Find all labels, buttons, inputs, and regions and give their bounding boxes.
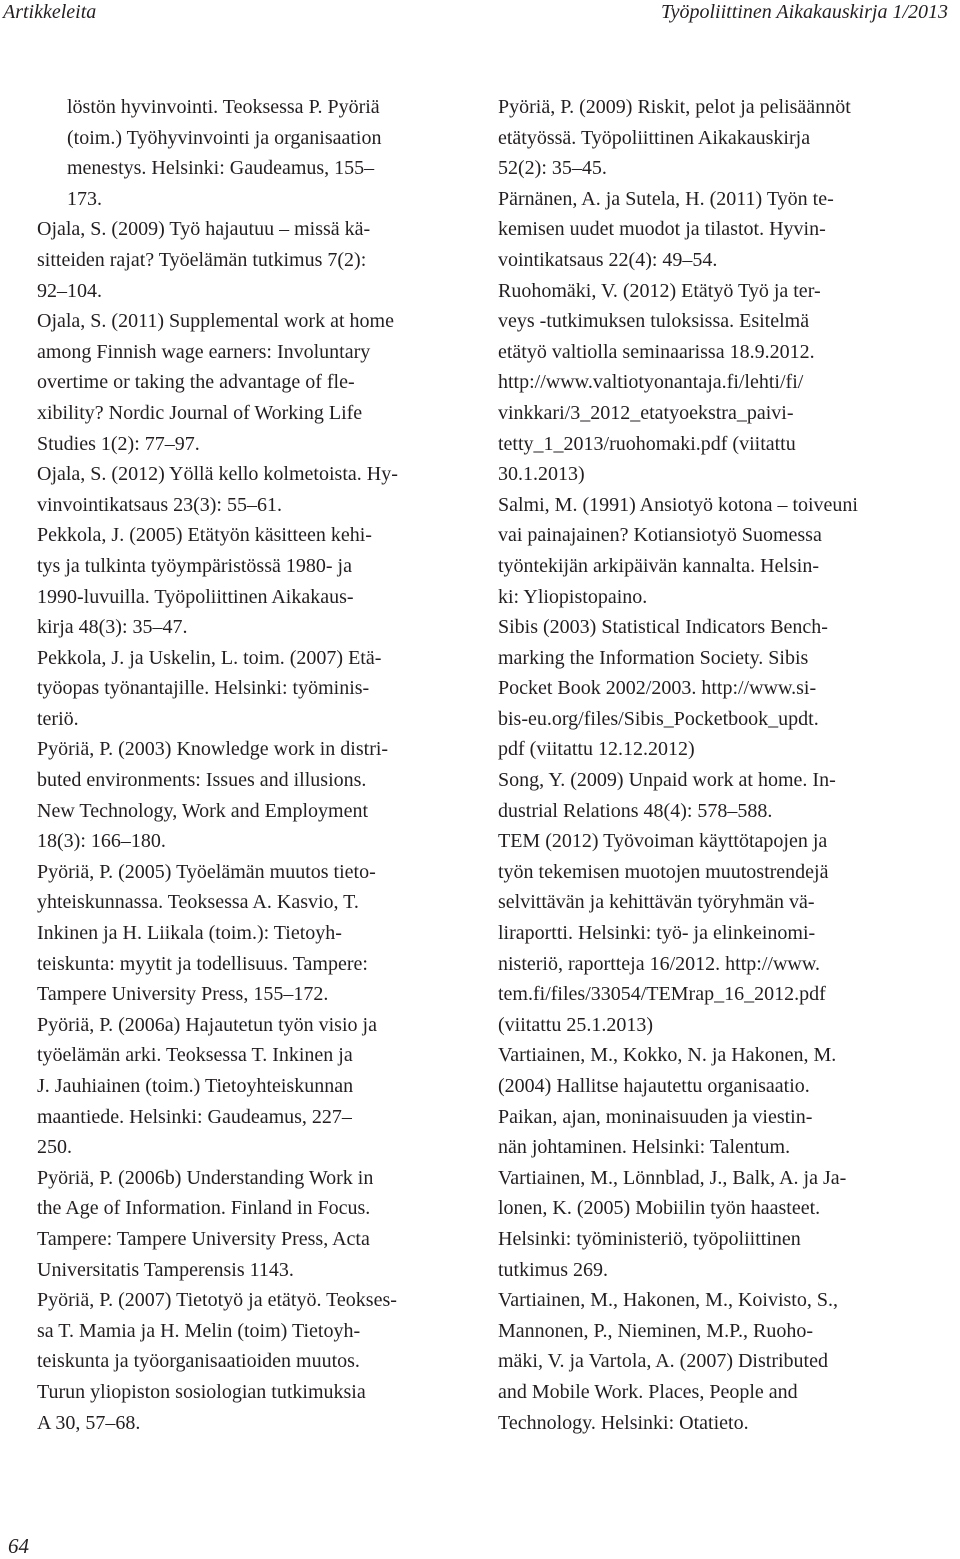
reference-line: Ojala, S. (2011) Supplemental work at home bbox=[37, 310, 394, 333]
reference-line: nän johtaminen. Helsinki: Talentum. bbox=[498, 1136, 791, 1159]
reference-entry bbox=[37, 306, 465, 459]
reference-line: Inkinen ja H. Liikala (toim.): Tietoyh- bbox=[37, 922, 342, 945]
reference-line: Pekkola, J. ja Uskelin, L. toim. (2007) Etä- bbox=[37, 646, 382, 669]
reference-line: vinvointikatsaus 23(3): 55–61. bbox=[37, 493, 282, 516]
reference-entry bbox=[37, 643, 465, 735]
reference-line: teriö. bbox=[37, 707, 79, 730]
reference-line: Pyöriä, P. (2009) Riskit, pelot ja pelisäännöt bbox=[498, 96, 851, 118]
reference-line: Pyöriä, P. (2007) Tietotyö ja etätyö. Teokses- bbox=[37, 1289, 397, 1312]
reference-line: Pekkola, J. (2005) Etätyön käsitteen kehi- bbox=[37, 524, 372, 547]
reference-line: selvittävän ja kehittävän työryhmän vä- bbox=[498, 891, 815, 914]
reference-line: Tampere University Press, 155–172. bbox=[37, 983, 329, 1006]
reference-line: työelämän arki. Teoksessa T. Inkinen ja bbox=[37, 1044, 353, 1067]
reference-line: 173. bbox=[67, 187, 102, 210]
reference-line: Turun yliopiston sosiologian tutkimuksia bbox=[37, 1380, 366, 1403]
reference-entry bbox=[498, 826, 958, 1040]
reference-entry bbox=[498, 612, 958, 765]
section-label: Artikkeleita bbox=[3, 1, 97, 23]
reference-entry bbox=[37, 1010, 465, 1163]
reference-line: Ojala, S. (2009) Työ hajautuu – missä kä- bbox=[37, 218, 371, 241]
reference-line: xibility? Nordic Journal of Working Life bbox=[37, 401, 363, 424]
reference-line: Vartiainen, M., Kokko, N. ja Hakonen, M. bbox=[498, 1044, 837, 1067]
reference-line: yhteiskunnassa. Teoksessa A. Kasvio, T. bbox=[37, 891, 359, 914]
reference-line: Ojala, S. (2012) Yöllä kello kolmetoista. Hy- bbox=[37, 463, 398, 486]
reference-line: nisteriö, raportteja 16/2012. http://www. bbox=[498, 952, 820, 975]
reference-line: Pocket Book 2002/2003. http://www.si- bbox=[498, 677, 817, 700]
reference-line: Pärnänen, A. ja Sutela, H. (2011) Työn te- bbox=[498, 187, 834, 210]
reference-line: mäki, V. ja Vartola, A. (2007) Distributed bbox=[498, 1350, 828, 1373]
reference-entry bbox=[37, 1163, 465, 1285]
reference-column-left bbox=[37, 92, 465, 1438]
reference-line: buted environments: Issues and illusions. bbox=[37, 769, 367, 792]
reference-entry bbox=[498, 184, 958, 276]
reference-line: Vartiainen, M., Lönnblad, J., Balk, A. ja Ja- bbox=[498, 1166, 847, 1189]
reference-entry bbox=[498, 765, 958, 826]
reference-line: veys -tutkimuksen tuloksissa. Esitelmä bbox=[498, 310, 810, 333]
reference-line: among Finnish wage earners: Involuntary bbox=[37, 340, 371, 363]
reference-entry bbox=[498, 1285, 958, 1438]
reference-line: Technology. Helsinki: Otatieto. bbox=[498, 1411, 749, 1434]
reference-line: Pyöriä, P. (2006b) Understanding Work in bbox=[37, 1166, 374, 1189]
reference-line: New Technology, Work and Employment bbox=[37, 799, 369, 822]
reference-line: bis-eu.org/files/Sibis_Pocketbook_updt. bbox=[498, 707, 819, 730]
reference-line: teiskunta: myytit ja todellisuus. Tampere: bbox=[37, 952, 368, 975]
reference-line: sitteiden rajat? Työelämän tutkimus 7(2): bbox=[37, 248, 367, 271]
reference-continuation bbox=[37, 92, 465, 214]
reference-line: tys ja tulkinta työympäristössä 1980- ja bbox=[37, 554, 352, 577]
reference-line: lonen, K. (2005) Mobiilin työn haasteet. bbox=[498, 1197, 821, 1220]
reference-entry bbox=[498, 276, 958, 490]
reference-entry bbox=[37, 1285, 465, 1438]
reference-entry bbox=[37, 520, 465, 642]
reference-line: tem.fi/files/33054/TEMrap_16_2012.pdf bbox=[498, 983, 826, 1006]
reference-line: vai painajainen? Kotiansiotyö Suomessa bbox=[498, 524, 822, 547]
reference-line: http://www.valtiotyonantaja.fi/lehti/fi/ bbox=[498, 371, 804, 394]
reference-line: työntekijän arkipäivän kannalta. Helsin- bbox=[498, 554, 820, 577]
reference-line: 30.1.2013) bbox=[498, 463, 585, 486]
reference-entry bbox=[498, 92, 958, 184]
reference-line: kirja 48(3): 35–47. bbox=[37, 616, 188, 639]
reference-line: työn tekemisen muotojen muutostrendejä bbox=[498, 860, 829, 883]
reference-line: overtime or taking the advantage of fle- bbox=[37, 371, 355, 394]
reference-line: pdf (viitattu 12.12.2012) bbox=[498, 738, 695, 761]
reference-entry bbox=[37, 857, 465, 1010]
reference-line: 250. bbox=[37, 1136, 72, 1159]
reference-line: etätyössä. Työpoliittinen Aikakauskirja bbox=[498, 126, 811, 149]
reference-line: TEM (2012) Työvoiman käyttötapojen ja bbox=[498, 830, 828, 853]
reference-line: the Age of Information. Finland in Focus. bbox=[37, 1197, 371, 1220]
reference-line: maantiede. Helsinki: Gaudeamus, 227– bbox=[37, 1105, 352, 1128]
reference-line: Pyöriä, P. (2003) Knowledge work in distri- bbox=[37, 738, 389, 761]
reference-line: ki: Yliopistopaino. bbox=[498, 585, 648, 608]
reference-entry bbox=[498, 1163, 958, 1285]
reference-line: A 30, 57–68. bbox=[37, 1411, 141, 1434]
reference-line: Vartiainen, M., Hakonen, M., Koivisto, S., bbox=[498, 1289, 838, 1312]
reference-line: teiskunta ja työorganisaatioiden muutos. bbox=[37, 1350, 360, 1373]
reference-line: Tampere: Tampere University Press, Acta bbox=[37, 1227, 370, 1250]
reference-line: (viitattu 25.1.2013) bbox=[498, 1013, 653, 1036]
reference-column-right bbox=[498, 92, 958, 1438]
reference-line: tetty_1_2013/ruohomaki.pdf (viitattu bbox=[498, 432, 796, 455]
reference-line: Pyöriä, P. (2005) Työelämän muutos tieto- bbox=[37, 860, 376, 883]
reference-line: Mannonen, P., Nieminen, M.P., Ruoho- bbox=[498, 1319, 813, 1342]
reference-line: Song, Y. (2009) Unpaid work at home. In- bbox=[498, 769, 836, 792]
reference-line: marking the Information Society. Sibis bbox=[498, 646, 809, 669]
reference-line: Studies 1(2): 77–97. bbox=[37, 432, 200, 455]
reference-line: J. Jauhiainen (toim.) Tietoyhteiskunnan bbox=[37, 1075, 354, 1097]
reference-entry bbox=[37, 734, 465, 856]
reference-entry bbox=[37, 459, 465, 520]
reference-line: 52(2): 35–45. bbox=[498, 157, 607, 180]
reference-line: tutkimus 269. bbox=[498, 1258, 609, 1281]
reference-line: Paikan, ajan, moninaisuuden ja viestin- bbox=[498, 1105, 813, 1128]
reference-line: liraportti. Helsinki: työ- ja elinkeinomi- bbox=[498, 922, 816, 945]
reference-line: (2004) Hallitse hajautettu organisaatio. bbox=[498, 1075, 810, 1097]
reference-line: and Mobile Work. Places, People and bbox=[498, 1380, 798, 1403]
reference-line: kemisen uudet muodot ja tilastot. Hyvin- bbox=[498, 218, 826, 241]
reference-line: työopas työnantajille. Helsinki: työminis- bbox=[37, 677, 370, 700]
reference-line: Pyöriä, P. (2006a) Hajautetun työn visio ja bbox=[37, 1013, 377, 1036]
running-header bbox=[0, 0, 960, 30]
reference-line: vinkkari/3_2012_etatyoekstra_paivi- bbox=[498, 401, 794, 424]
page-number: 64 bbox=[8, 1534, 29, 1558]
reference-line: vointikatsaus 22(4): 49–54. bbox=[498, 248, 718, 271]
reference-line: Ruohomäki, V. (2012) Etätyö Työ ja ter- bbox=[498, 279, 821, 302]
reference-line: menestys. Helsinki: Gaudeamus, 155– bbox=[67, 157, 375, 180]
reference-line: löstön hyvinvointi. Teoksessa P. Pyöriä bbox=[67, 96, 380, 118]
reference-line: dustrial Relations 48(4): 578–588. bbox=[498, 799, 773, 822]
reference-line: (toim.) Työhyvinvointi ja organisaation bbox=[67, 126, 382, 149]
journal-title: Työpoliittinen Aikakauskirja 1/2013 bbox=[660, 1, 948, 23]
reference-line: Universitatis Tamperensis 1143. bbox=[37, 1258, 294, 1281]
reference-line: 92–104. bbox=[37, 279, 102, 302]
reference-entry bbox=[498, 490, 958, 612]
reference-line: Salmi, M. (1991) Ansiotyö kotona – toiveuni bbox=[498, 493, 858, 516]
reference-line: Sibis (2003) Statistical Indicators Bench- bbox=[498, 616, 828, 639]
reference-line: etätyö valtiolla seminaarissa 18.9.2012. bbox=[498, 340, 815, 363]
reference-line: Helsinki: työministeriö, työpoliittinen bbox=[498, 1227, 801, 1250]
reference-entry bbox=[498, 1040, 958, 1162]
reference-line: sa T. Mamia ja H. Melin (toim) Tietoyh- bbox=[37, 1319, 361, 1342]
reference-line: 18(3): 166–180. bbox=[37, 830, 166, 853]
reference-entry bbox=[37, 214, 465, 306]
reference-line: 1990-luvuilla. Työpoliittinen Aikakaus- bbox=[37, 585, 354, 608]
